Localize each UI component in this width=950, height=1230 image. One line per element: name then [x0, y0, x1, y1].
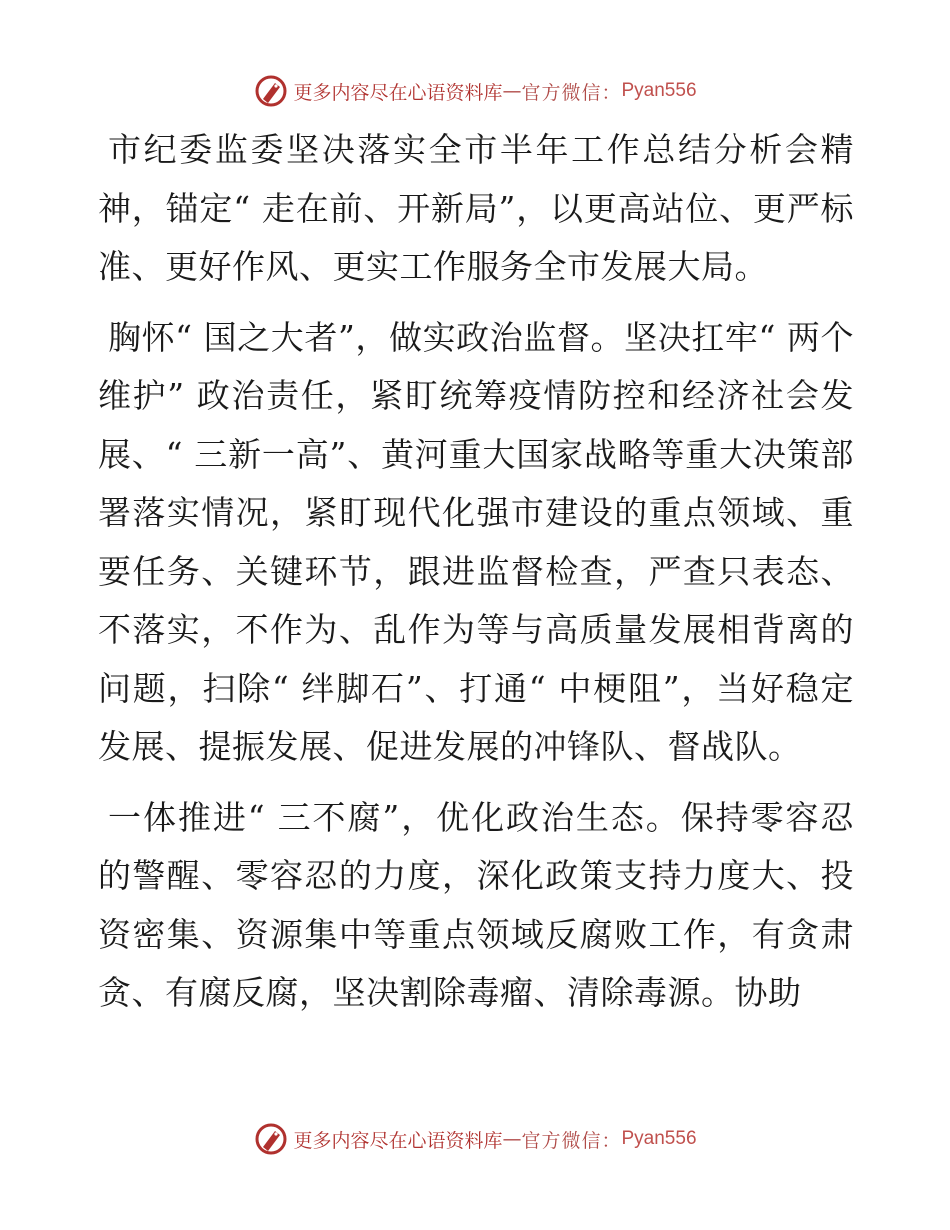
paragraph-2: 胸怀“ 国之大者”，做实政治监督。坚决扛牢“ 两个维护” 政治责任，紧盯统筹疫情防控和经济社会发展、“ 三新一高”、黄河重大国家战略等重大决策部署落实情况，紧盯现代化强市建设的重点领域、重要任务、关键环节，跟进监督检查，严查只表态、不落实，不作为、乱作为等与高质量发展相背离的问题，扫除“ 绊脚石”、打通“ 中梗阻”，当好稳定发展、提振发展、促进发展的冲锋队、督战队。 [98, 317, 854, 766]
watermark-wechat-id: Pyan556 [621, 1128, 697, 1149]
pen-nib-circle-icon [253, 1121, 289, 1157]
header-watermark [0, 71, 950, 111]
watermark-wechat-id: Pyan556 [621, 80, 697, 101]
watermark-site-text: 更多内容尽在心语资料库 [293, 1129, 503, 1152]
paragraph-1: 市纪委监委坚决落实全市半年工作总结分析会精神，锚定“ 走在前、开新局”，以更高站位、更严标准、更好作风、更实工作服务全市发展大局。 [98, 130, 854, 286]
footer-watermark [0, 1119, 950, 1159]
watermark-separator: — [502, 80, 522, 102]
paragraph-3: 一体推进“ 三不腐”，优化政治生态。保持零容忍的警醒、零容忍的力度，深化政策支持力度大、投资密集、资源集中等重点领域反腐败工作，有贪肃贪、有腐反腐，坚决割除毒瘤、清除毒源。协助 [98, 797, 854, 1012]
watermark-label: 官方微信： [521, 1129, 622, 1152]
watermark-label: 官方微信： [521, 81, 622, 104]
pen-nib-circle-icon [253, 73, 289, 109]
document-body [98, 121, 854, 1023]
watermark-site-text: 更多内容尽在心语资料库 [293, 81, 503, 104]
watermark-separator: — [502, 1128, 522, 1150]
